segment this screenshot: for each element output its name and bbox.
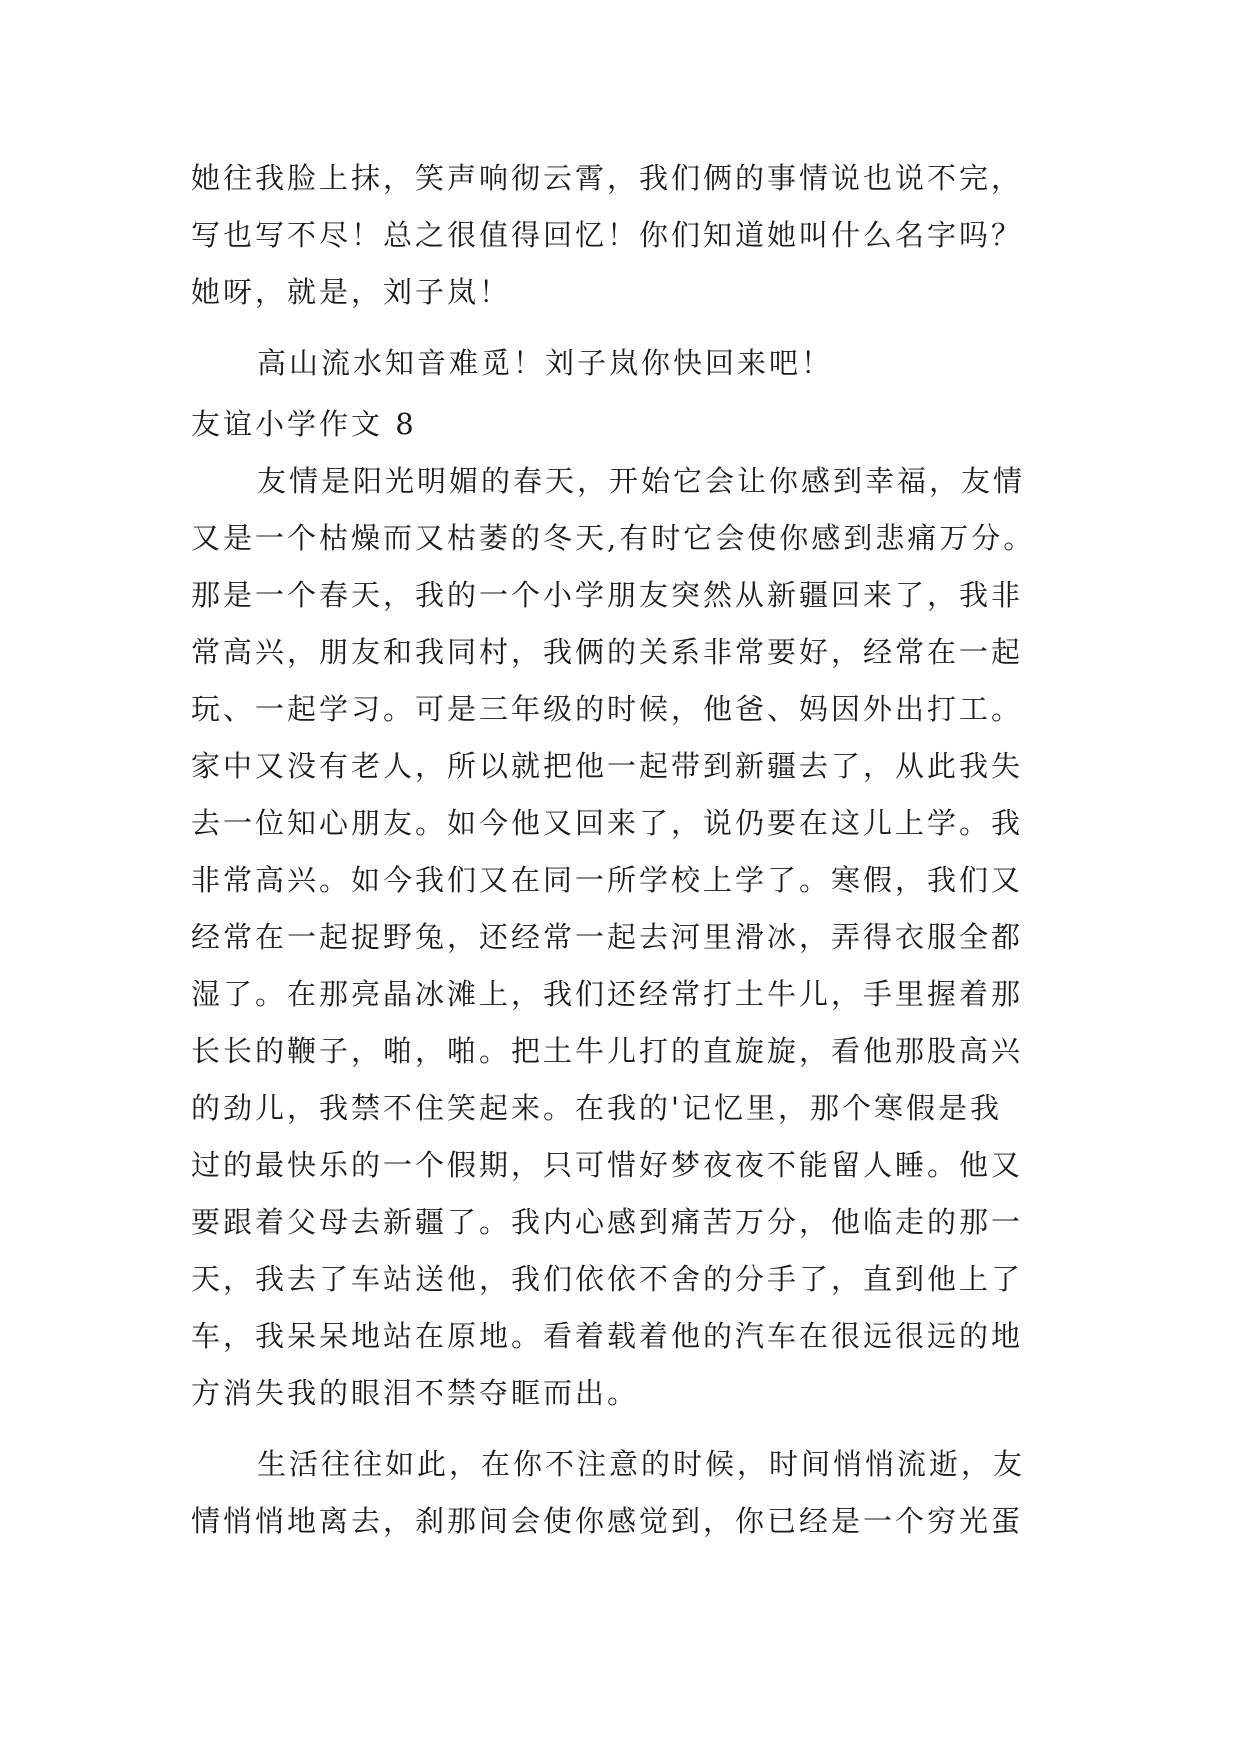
paragraph-1 — [191, 453, 1071, 1422]
paragraph-2 — [191, 1436, 1071, 1550]
text-line: 非常高兴。如今我们又在同一所学校上学了。寒假，我们又 — [191, 863, 1024, 897]
text-line: 车，我呆呆地站在原地。看着载着他的汽车在很远很远的地 — [191, 1319, 1024, 1353]
text-line: 去一位知心朋友。如今他又回来了，说仍要在这儿上学。我 — [191, 806, 1024, 840]
text-line: 生活往往如此，在你不注意的时候，时间悄悄流逝，友 — [257, 1447, 1026, 1481]
text-line: 经常在一起捉野兔，还经常一起去河里滑冰，弄得衣服全都 — [191, 920, 1024, 954]
closing-line: 高山流水知音难觅！刘子岚你快回来吧！ — [257, 346, 834, 380]
intro-paragraph — [191, 150, 1071, 321]
text-line: 写也写不尽！总之很值得回忆！你们知道她叫什么名字吗？ — [191, 218, 1024, 252]
text-line: 家中又没有老人，所以就把他一起带到新疆去了，从此我失 — [191, 749, 1024, 783]
text-line: 又是一个枯燥而又枯萎的冬天,有时它会使你感到悲痛万分。 — [191, 521, 1036, 555]
text-line: 过的最快乐的一个假期，只可惜好梦夜夜不能留人睡。他又 — [191, 1148, 1024, 1182]
text-line: 玩、一起学习。可是三年级的时候，他爸、妈因外出打工。 — [191, 692, 1024, 726]
text-line: 湿了。在那亮晶冰滩上，我们还经常打土牛儿，手里握着那 — [191, 977, 1024, 1011]
section-heading — [191, 396, 1071, 453]
text-line: 天，我去了车站送他，我们依依不舍的分手了，直到他上了 — [191, 1262, 1024, 1296]
text-line: 那是一个春天，我的一个小学朋友突然从新疆回来了，我非 — [191, 578, 1024, 612]
text-line: 长长的鞭子，啪，啪。把土牛儿打的直旋旋，看他那股高兴 — [191, 1034, 1024, 1068]
text-line: 要跟着父母去新疆了。我内心感到痛苦万分，他临走的那一 — [191, 1205, 1024, 1239]
text-line: 情悄悄地离去，刹那间会使你感觉到，你已经是一个穷光蛋 — [191, 1504, 1024, 1538]
text-line: 常高兴，朋友和我同村，我俩的关系非常要好，经常在一起 — [191, 635, 1024, 669]
text-line: 她往我脸上抹，笑声响彻云霄，我们俩的事情说也说不完， — [191, 161, 1024, 195]
closing-paragraph — [191, 335, 1071, 392]
text-line: 的劲儿，我禁不住笑起来。在我的'记忆里，那个寒假是我 — [191, 1091, 1002, 1125]
section-title: 友谊小学作文 8 — [191, 407, 417, 441]
document-body — [191, 150, 1071, 1550]
text-line: 她呀，就是，刘子岚！ — [191, 275, 512, 309]
text-line: 方消失我的眼泪不禁夺眶而出。 — [191, 1376, 640, 1410]
text-line: 友情是阳光明媚的春天，开始它会让你感到幸福，友情 — [257, 464, 1026, 498]
